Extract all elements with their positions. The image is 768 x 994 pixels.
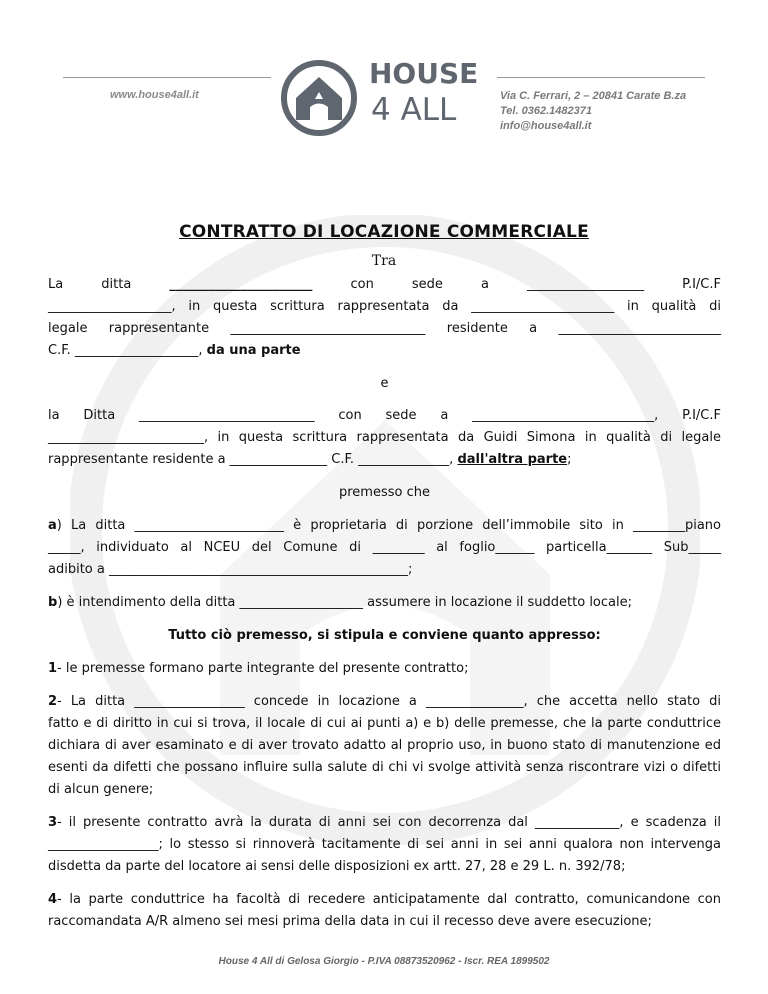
header-divider-left xyxy=(63,77,271,78)
premise-b-line1: b) è intendimento della ditta ___________________ assumere in locazione il suddetto locale; xyxy=(48,595,632,610)
clause-3-line1: 3- il presente contratto avrà la durata di anni sei con decorrenza dal _____________, e scadenza il xyxy=(48,815,721,830)
header-email: info@house4all.it xyxy=(500,120,592,132)
clause-2-line4: esenti da difetti che possano influire sulla salute di chi vi svolge attività senza riscontrare vizi o difetti xyxy=(48,760,721,775)
company-logo xyxy=(279,58,489,138)
header-website: www.house4all.it xyxy=(110,89,199,101)
conjunction-e: e xyxy=(380,376,389,391)
clause-3-line2: _________________; lo stesso si rinnoverà tacitamente di sei anni in sei anni qualora non intervenga xyxy=(48,837,721,852)
premise-a-line1: a) La ditta _______________________ è proprietaria di porzione dell’immobile sito in ________piano xyxy=(48,518,721,533)
clause-2-line2: fatto e di diritto in cui si trova, il locale di cui ai punti a) e b) delle premesse, che la parte conduttrice xyxy=(48,716,721,731)
clause-3-line3: disdetta da parte del locatore ai sensi delle disposizioni ex artt. 27, 28 e 29 L. n. 392/78; xyxy=(48,859,626,874)
clause-2-line3: dichiara di aver esaminato e di aver trovato adatto al proprio uso, in buono stato di manutenzione ed xyxy=(48,738,721,753)
house-logo-icon xyxy=(279,58,359,138)
header-address: Via C. Ferrari, 2 – 20841 Carate B.za xyxy=(500,90,687,102)
premesso-heading: premesso che xyxy=(339,485,430,500)
header-phone: Tel. 0362.1482371 xyxy=(500,105,592,117)
party1-line2: ___________________, in questa scrittura rappresentata da ______________________ in qualità di xyxy=(48,299,721,314)
party2-line1: la Ditta ___________________________ con sede a ____________________________, P.I/C.F xyxy=(48,408,721,423)
party1-name-blank: ______________________ xyxy=(169,277,313,292)
premise-a-line2: _____, individuato al NCEU del Comune di ________ al foglio______ particella_______ Sub_____ xyxy=(48,540,721,555)
party2-line2: ________________________, in questa scrittura rappresentata da Guidi Simona in qualità di legale xyxy=(48,430,721,445)
party2-line3: rappresentante residente a _______________ C.F. ______________, dall'altra parte; xyxy=(48,452,572,467)
logo-text-4all: 4 ALL xyxy=(371,92,457,128)
page-footer: House 4 All di Gelosa Giorgio - P.IVA 08873520962 - Iscr. REA 1899502 xyxy=(218,956,550,967)
clause-4-line2: raccomandata A/R almeno sei mesi prima della data in cui il recesso deve avere esecuzione; xyxy=(48,914,652,929)
clause-1: 1- le premesse formano parte integrante del presente contratto; xyxy=(48,661,469,676)
party1-line3: legale rappresentante ______________________________ residente a _________________________ xyxy=(48,321,721,336)
clause-4-line1: 4- la parte conduttrice ha facoltà di recedere anticipatamente dal contratto, comunicandone con xyxy=(48,892,721,907)
stipula-heading: Tutto ciò premesso, si stipula e conviene quanto appresso: xyxy=(168,628,601,643)
party1-role: da una parte xyxy=(206,343,301,358)
clause-2-line1: 2- La ditta _________________ concede in locazione a _______________, che accetta nello stato di xyxy=(48,694,721,709)
logo-text-house: HOUSE xyxy=(369,57,479,90)
party2-role: dall'altra parte xyxy=(457,452,568,467)
document-title: CONTRATTO DI LOCAZIONE COMMERCIALE xyxy=(179,222,589,242)
party1-line4: C.F. ___________________, da una parte xyxy=(48,343,301,358)
clause-2-line5: di alcun genere; xyxy=(48,782,154,797)
premise-a-line3: adibito a ______________________________________________; xyxy=(48,562,413,577)
header-divider-right xyxy=(497,77,705,78)
header-contacts xyxy=(500,89,686,134)
tra-label: Tra xyxy=(371,253,397,269)
party1-line1: La ditta ______________________ con sede a __________________ P.I/C.F xyxy=(48,277,721,292)
